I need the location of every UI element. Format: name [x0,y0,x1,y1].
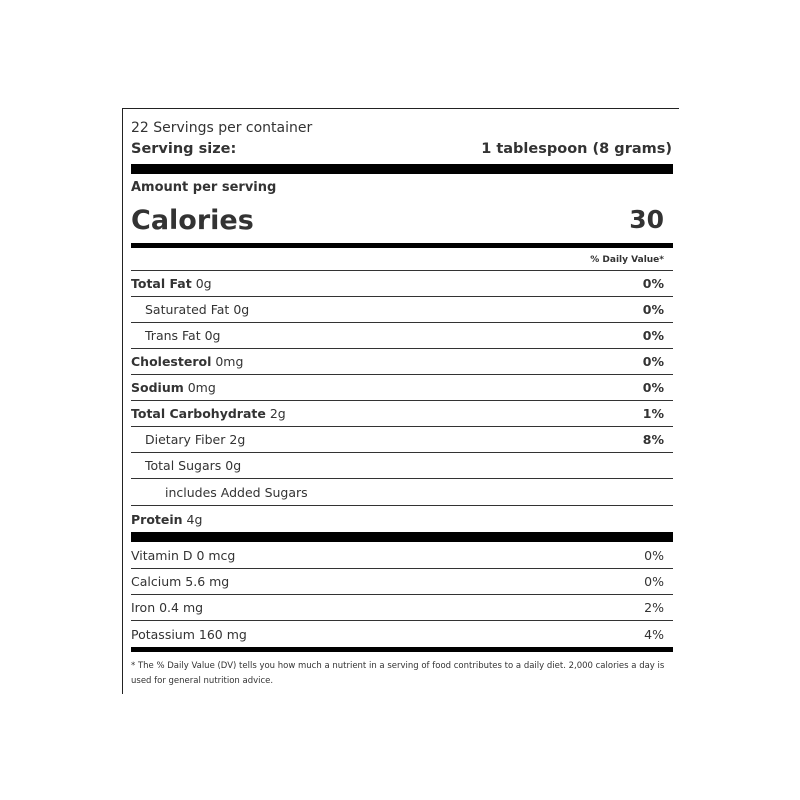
nutrient-row [131,427,673,453]
nutrient-row [131,453,673,479]
serving-size-row [131,141,672,157]
nutrient-name: Trans Fat [145,328,201,343]
nutrient-amount: 4g [186,511,203,527]
nutrient-amount: 0g [195,276,212,291]
divider-medium [131,647,673,652]
nutrient-name: includes Added Sugars [165,484,308,500]
nutrient-amount: 2g [269,406,286,421]
nutrient-name: Total Carbohydrate [131,406,266,421]
serving-size-value: 1 tablespoon (8 grams) [481,141,672,157]
divider-thick [131,164,673,174]
nutrient-dv: 0% [642,328,664,343]
calories-label: Calories [131,205,254,236]
nutrient-amount: 0mg [187,380,216,395]
vitamin-row [131,543,673,569]
divider-thick [131,532,673,542]
nutrient-name: Cholesterol [131,354,212,369]
vitamin-text: Potassium 160 mg [131,626,247,642]
nutrient-row [131,297,673,323]
nutrient-name: Total Sugars [145,458,222,473]
vitamin-text: Vitamin D 0 mcg [131,548,236,563]
nutrient-row [131,506,673,532]
vitamin-text: Iron 0.4 mg [131,600,204,615]
nutrition-facts-label [122,108,672,694]
nutrient-dv: 0% [642,302,664,317]
vitamin-row [131,621,673,647]
nutrient-dv: 8% [642,432,664,447]
divider-medium [131,243,673,248]
nutrient-name: Protein [131,511,183,527]
nutrient-name: Saturated Fat [145,302,230,317]
vitamin-dv: 0% [644,574,664,589]
nutrient-amount: 0g [204,328,221,343]
nutrient-name: Total Fat [131,276,192,291]
vitamin-dv: 0% [644,548,664,563]
nutrient-name: Dietary Fiber [145,432,226,447]
nutrient-name: Sodium [131,380,184,395]
vitamin-text: Calcium 5.6 mg [131,574,230,589]
nutrient-amount: 0g [225,458,242,473]
nutrient-row [131,479,673,506]
nutrient-row [131,271,673,297]
vitamin-row [131,569,673,595]
nutrient-dv: 0% [642,380,664,395]
calories-row [131,205,672,236]
nutrient-amount: 0g [233,302,250,317]
nutrient-row [131,401,673,427]
nutrient-amount: 0mg [215,354,244,369]
daily-value-header: % Daily Value* [590,255,664,265]
servings-per-container: 22 Servings per container [131,120,313,136]
vitamin-dv: 2% [644,600,664,615]
nutrient-dv: 0% [642,276,664,291]
calories-value: 30 [629,205,664,234]
footnote: * The % Daily Value (DV) tells you how much a nutrient in a serving of food contributes to a daily diet. 2,000 calories a day is used for general nutrition advice. [131,661,665,686]
nutrient-amount: 2g [229,432,246,447]
vitamin-row [131,595,673,621]
serving-size-label: Serving size: [131,141,237,157]
nutrient-dv: 1% [642,406,664,421]
nutrient-dv: 0% [642,354,664,369]
nutrient-row [131,323,673,349]
nutrient-row [131,375,673,401]
amount-per-serving: Amount per serving [131,180,277,195]
nutrient-row [131,349,673,375]
vitamin-dv: 4% [644,626,664,642]
